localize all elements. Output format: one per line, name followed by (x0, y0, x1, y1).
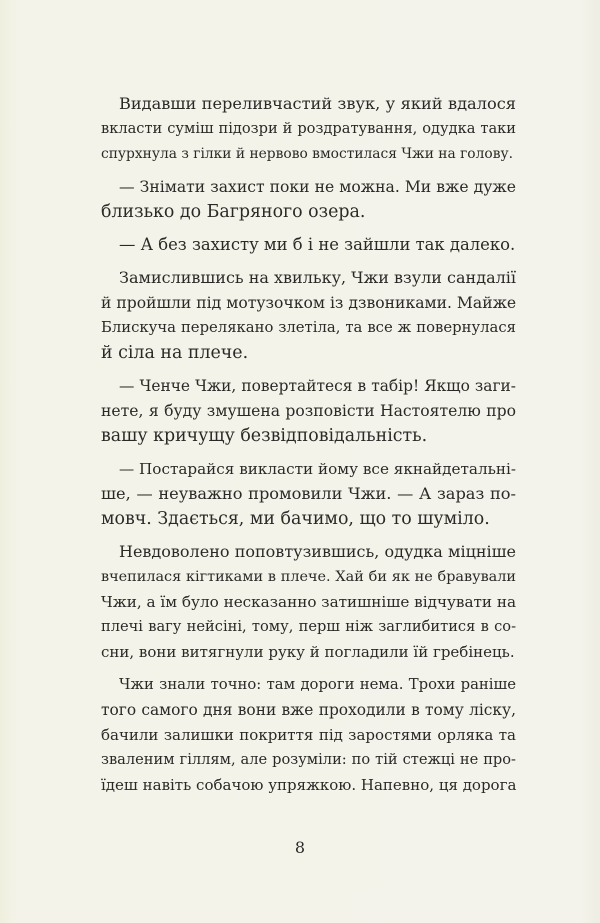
text-line: вчепилася кігтиками в плече. Хай би як не бравували (101, 569, 516, 586)
text-line: близько до Багряного озера. (101, 201, 366, 222)
text-line: ше, — неуважно промовили Чжи. — А зараз по- (101, 484, 516, 504)
text-line: вашу кричущу безвідповідальність. (101, 426, 428, 447)
text-line: — Ченче Чжи, повертайтеся в табір! Якщо заги- (119, 377, 516, 396)
paragraph (101, 457, 516, 532)
paragraph (101, 266, 516, 366)
text-line: — Знімати захист поки не можна. Ми вже дуже (119, 178, 516, 197)
paragraph (101, 374, 516, 449)
text-line: їдеш навіть собачою упряжкою. Напевно, ця дорога (101, 775, 517, 794)
text-line: Блискуча перелякано злетіла, та все ж повернулася (101, 319, 516, 337)
text-line: й сіла на плече. (101, 343, 249, 364)
text-line: — А без захисту ми б і не зайшли так далеко. (119, 235, 516, 255)
text-line: сни, вони витягнули руку й погладили їй гребінець. (101, 642, 515, 661)
text-line: й пройшли під мотузочком із дзвониками. Майже (101, 294, 517, 313)
paragraph (101, 175, 516, 225)
paragraph (101, 540, 516, 665)
text-line: зваленим гіллям, але розуміли: по тій стежці не про- (101, 750, 516, 768)
text-line: мовч. Здається, ми бачимо, що то шуміло. (101, 509, 490, 530)
text-line: вкласти суміш підозри й роздратування, одудка таки (101, 119, 516, 137)
text-line: Видавши переливчастий звук, у який вдалося (119, 94, 516, 113)
text-line: Чжи, а їм було несказанно затишніше відчувати на (101, 593, 517, 612)
page-body-text (101, 92, 516, 806)
text-line: Чжи знали точно: там дороги нема. Трохи раніше (119, 676, 516, 694)
paragraph (101, 673, 516, 798)
text-line: Невдоволено поповтузившись, одудка міцніше (119, 542, 516, 562)
text-line: — Постарайся викласти йому все якнайдетальні- (119, 460, 516, 479)
text-line: плечі вагу нейсіні, тому, перш ніж заглибитися в со- (101, 618, 516, 635)
page-number: 8 (294, 838, 306, 857)
paragraph (101, 233, 516, 258)
text-line: того самого дня вони вже проходили в тому ліску, (101, 701, 516, 720)
text-line: Замислившись на хвильку, Чжи взули сандалії (119, 268, 517, 288)
text-line: спурхнула з гілки й нервово вмостилася Чжи на голову. (101, 145, 513, 162)
text-line: бачили залишки покриття під заростями орляка та (101, 725, 516, 744)
paragraph (101, 92, 516, 167)
text-line: нете, я буду змушена розповісти Настоятелю про (101, 402, 516, 421)
